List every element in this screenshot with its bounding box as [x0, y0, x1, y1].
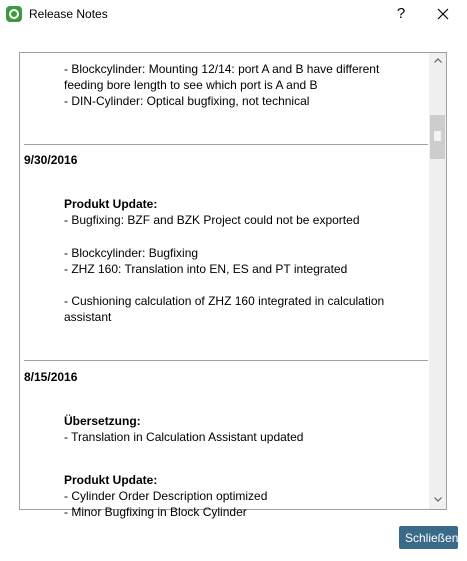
section-heading: Produkt Update:	[64, 473, 158, 487]
note-line: - Blockcylinder: Mounting 12/14: port A and B have different	[64, 62, 380, 76]
release-notes-panel[interactable]	[19, 52, 447, 519]
window-close-button[interactable]	[429, 2, 457, 26]
note-line: - Cushioning calculation of ZHZ 160 integrated in calculation	[64, 294, 385, 308]
window-title: Release Notes	[29, 7, 108, 21]
note-line: feeding bore length to see which port is A and B	[64, 78, 318, 92]
note-line: - Minor Bugfixing in Block Cylinder	[64, 505, 247, 519]
chevron-up-icon	[434, 58, 442, 63]
note-line: - Blockcylinder: Bugfixing	[64, 246, 199, 260]
note-line: - DIN-Cylinder: Optical bugfixing, not technical	[64, 94, 310, 108]
section-heading: Übersetzung:	[64, 414, 141, 428]
section-heading: Produkt Update:	[64, 197, 158, 211]
scroll-down-button[interactable]	[429, 492, 446, 509]
section-divider	[24, 360, 428, 361]
section-divider	[24, 144, 428, 145]
chevron-down-icon	[434, 497, 442, 502]
vertical-scrollbar[interactable]	[429, 53, 446, 509]
release-date: 9/30/2016	[24, 153, 78, 167]
close-icon	[437, 8, 449, 20]
scroll-up-button[interactable]	[429, 53, 446, 70]
app-logo-icon	[6, 6, 22, 22]
note-line: assistant	[64, 310, 112, 324]
scrollbar-grip	[434, 131, 441, 141]
note-line: - Cylinder Order Description optimized	[64, 489, 268, 503]
note-line: - ZHZ 160: Translation into EN, ES and PT integrated	[64, 262, 348, 276]
title-bar	[0, 0, 467, 30]
scrollbar-thumb[interactable]	[430, 115, 445, 159]
note-line: - Bugfixing: BZF and BZK Project could not be exported	[64, 213, 360, 227]
release-date: 8/15/2016	[24, 370, 78, 384]
note-line: - Translation in Calculation Assistant updated	[64, 430, 304, 444]
close-button[interactable]: Schließen	[399, 526, 458, 549]
help-button[interactable]: ?	[396, 5, 406, 22]
